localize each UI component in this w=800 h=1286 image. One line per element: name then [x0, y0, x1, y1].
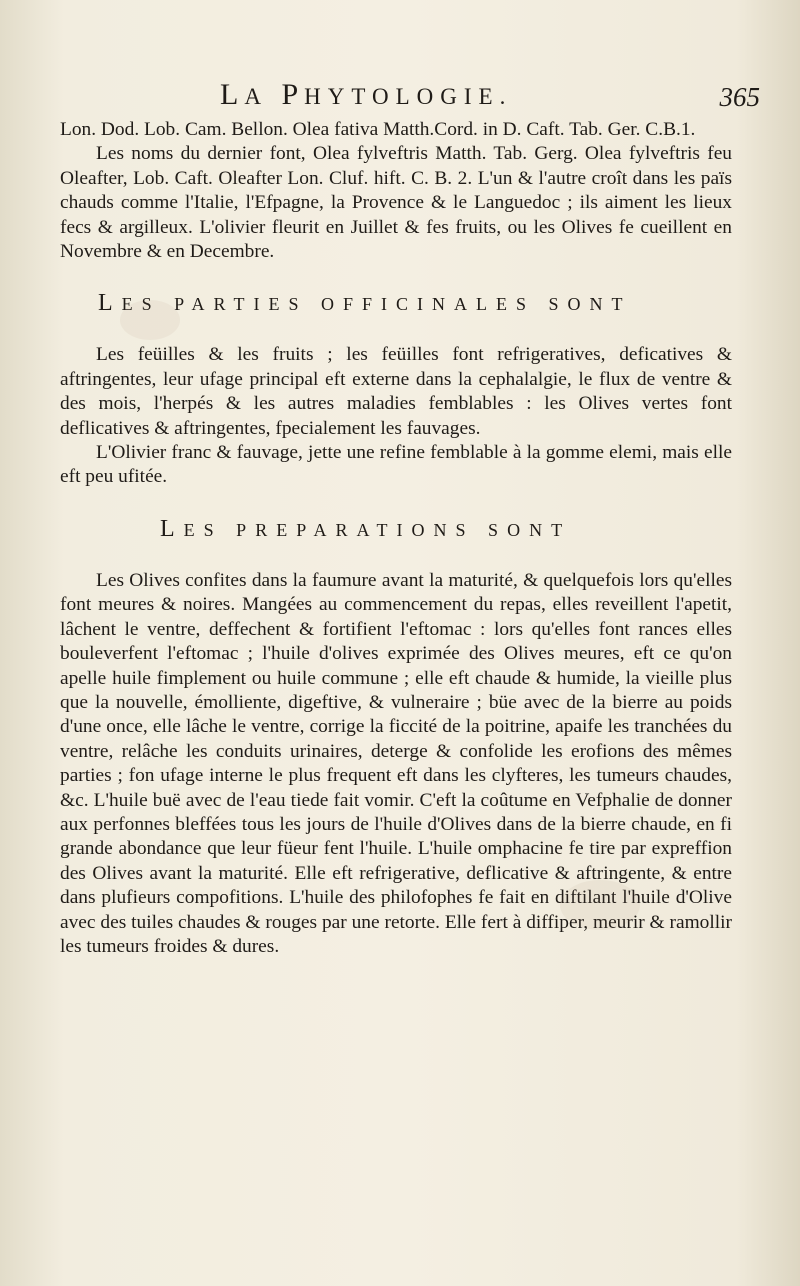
- paragraph: Les Olives confites dans la faumure avant la maturité, & quelquefois lors qu'elles font meures & noires. Mangées au commencement du repas, elles reveillent l'apetit, lâchent le ventre, deffechent & fortifient l'eftomac : lors qu'elles font rances elles bouleverfent l'eftomac ; l'huile d'olives exprimée des Olives meures, eft ce qu'on apelle huile fimplement ou huile commune ; elle eft chaude & humide, la vieille plus que la nouvelle, émolliente, digeftive, & vulneraire ; büe avec de la bierre au poids d'une once, elle lâche le ventre, corrige la ficcité de la poitrine, apaife les tranchées du ventre, relâche les conduits urinaires, deterge & confolide les erofions des mêmes parties ; fon ufage interne le plus frequent eft dans les clyfteres, les tumeurs chaudes, &c. L'huile buë avec de l'eau tiede fait vomir. C'eft la coûtume en Vefphalie de donner aux perfonnes bleffées tous les jours de l'huile d'Olives dans de la bierre chaude, en fi grande abondance que leur füeur fent l'huile. L'huile omphacine fe tire par expreffion des Olives avant la maturité. Elle eft refrigerative, deflicative & aftringente, & entre dans plufieurs compofitions. L'huile des philofophes fe fait en diftilant l'huile d'Olive avec des tuiles chaudes & rouges par une retorte. Elle fert à diffiper, meurir & ramollir les tumeurs froides & dures.: [60, 569, 732, 957]
- section-heading-preparations: LES PREPARATIONS SONT: [160, 515, 572, 542]
- running-title: LA PHYTOLOGIE.: [220, 78, 513, 111]
- intro-text: [60, 118, 732, 264]
- section-parties-text: [60, 343, 732, 489]
- paragraph: Les feüilles & les fruits ; les feüilles font refrigeratives, deficatives & aftringentes, leur ufage principal eft externe dans la cephalalgie, le flux de ventre & des mois, l'herpés & les autres maladies femblables : les Olives vertes font deflicatives & aftringentes, fpecialement les fauvages.: [60, 344, 732, 439]
- paragraph: L'Olivier franc & fauvage, jette une refine femblable à la gomme elemi, mais elle eft peu ufitée.: [60, 442, 732, 488]
- intro-paragraph: Les noms du dernier font, Olea fylveftris Matth. Tab. Gerg. Olea fylveftris feu Oleafter, Lob. Caft. Oleafter Lon. Cluf. hift. C. B. 2. L'un & l'autre croît dans les païs chauds comme l'Italie, l'Efpagne, la Provence & le Languedoc ; ils aiment les lieux fecs & argilleux. L'olivier fleurit en Juillet & fes fruits, ou les Olives fe cueillent en Novembre & en Decembre.: [60, 143, 732, 263]
- intro-line: Lon. Dod. Lob. Cam. Bellon. Olea fativa Matth.Cord. in D. Caft. Tab. Ger. C.B.1.: [60, 119, 696, 140]
- page-number: 365: [719, 82, 760, 112]
- paper-stain: [560, 880, 640, 930]
- page-header: [60, 78, 772, 118]
- section-heading-parties: LES PARTIES OFFICINALES SONT: [98, 290, 632, 317]
- paper-stain: [120, 300, 180, 340]
